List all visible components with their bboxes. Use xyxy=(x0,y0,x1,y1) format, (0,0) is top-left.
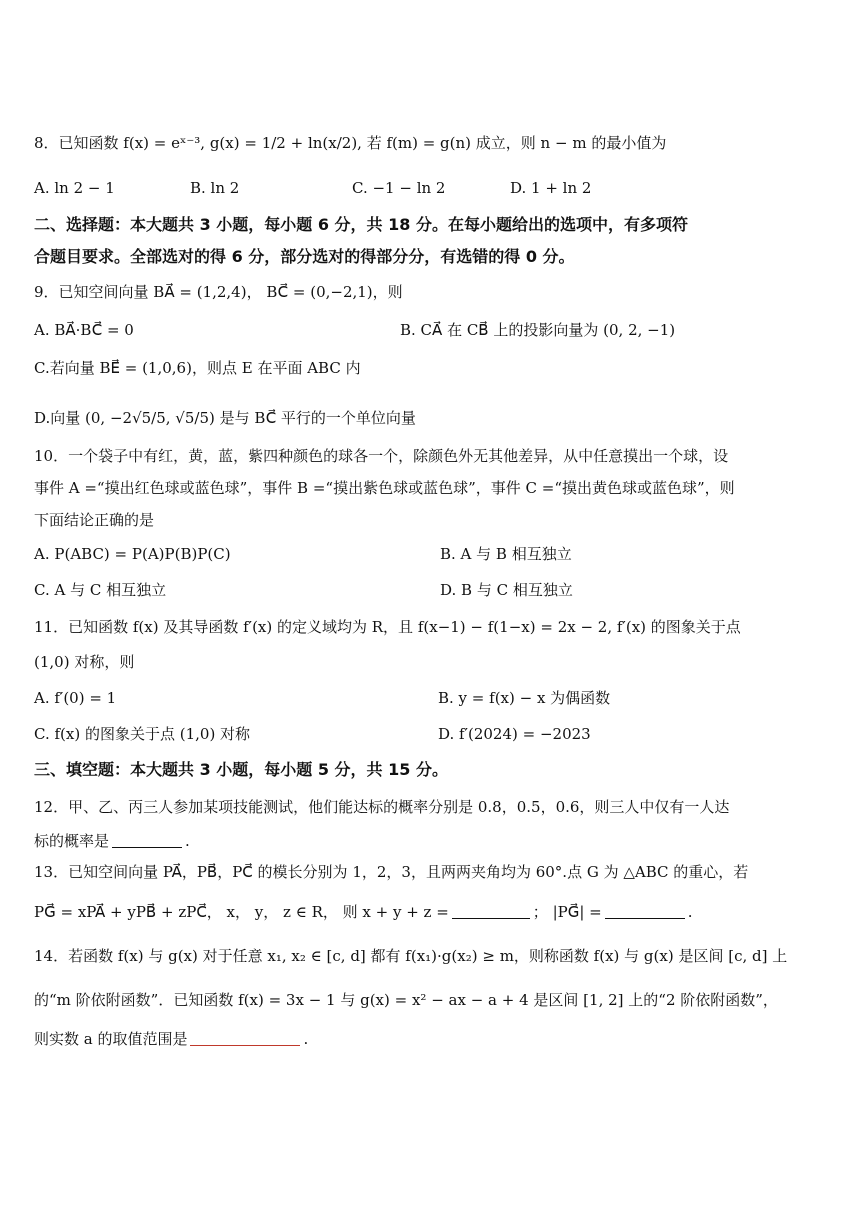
q13-line1: 13．已知空间向量 PA⃗，PB⃗，PC⃗ 的模长分别为 1，2，3，且两两夹角均为 60°.点 G 为 △ABC 的重心，若 xyxy=(34,863,749,881)
q10-line1: 10．一个袋子中有红，黄，蓝，紫四种颜色的球各一个，除颜色外无其他差异，从中任意摸出一个球，设 xyxy=(34,447,729,465)
q10-line2: 事件 A =“摸出红色球或蓝色球”，事件 B =“摸出紫色球或蓝色球”，事件 C =“摸出黄色球或蓝色球”，则 xyxy=(34,479,735,497)
q10-option-c: C. A 与 C 相互独立 xyxy=(34,581,167,599)
q12-line2-text: 标的概率是 xyxy=(34,832,110,850)
q8-option-b: B. ln 2 xyxy=(190,179,240,197)
q11-line2: (1,0) 对称，则 xyxy=(34,653,135,671)
q14-line3-end: . xyxy=(303,1030,309,1048)
section3-heading: 三、填空题：本大题共 3 小题，每小题 5 分，共 15 分。 xyxy=(34,760,448,779)
q8-option-a: A. ln 2 − 1 xyxy=(34,179,115,197)
q11-line1: 11．已知函数 f(x) 及其导函数 f′(x) 的定义域均为 R，且 f(x−1) − f(1−x) = 2x − 2, f′(x) 的图象关于点 xyxy=(34,618,741,636)
q11-option-a: A. f′(0) = 1 xyxy=(34,689,117,707)
q13-line2-end: . xyxy=(687,903,693,921)
q13-answer-blank-1[interactable] xyxy=(452,904,530,919)
q14-line3-text: 则实数 a 的取值范围是 xyxy=(34,1030,188,1048)
q10-option-a: A. P(ABC) = P(A)P(B)P(C) xyxy=(34,545,231,563)
q13-line2-text: PG⃗ = xPA⃗ + yPB⃗ + zPC⃗， x， y， z ∈ R， 则 x + y + z = xyxy=(34,903,449,921)
section2-heading-line2: 合题目要求。全部选对的得 6 分，部分选对的得部分分，有选错的得 0 分。 xyxy=(34,247,575,266)
q12-line2 xyxy=(34,831,190,851)
q10-line3: 下面结论正确的是 xyxy=(34,511,155,529)
q9-stem: 9．已知空间向量 BA⃗ = (1,2,4)， BC⃗ = (0,−2,1)，则 xyxy=(34,283,403,301)
q13-line2 xyxy=(34,902,693,922)
q9-option-b: B. CA⃗ 在 CB⃗ 上的投影向量为 (0, 2, −1) xyxy=(400,321,676,339)
q8-option-d: D. 1 + ln 2 xyxy=(510,179,592,197)
q10-option-d: D. B 与 C 相互独立 xyxy=(440,581,573,599)
section2-heading-line1: 二、选择题：本大题共 3 小题，每小题 6 分，共 18 分。在每小题给出的选项中，有多项符 xyxy=(34,215,688,234)
q8-stem: 8．已知函数 f(x) = eˣ⁻³, g(x) = 1/2 + ln(x/2), 若 f(m) = g(n) 成立，则 n − m 的最小值为 xyxy=(34,134,667,152)
q9-option-d: D.向量 (0, −2√5/5, √5/5) 是与 BC⃗ 平行的一个单位向量 xyxy=(34,409,416,427)
q14-line1: 14．若函数 f(x) 与 g(x) 对于任意 x₁, x₂ ∈ [c, d] 都有 f(x₁)·g(x₂) ≥ m，则称函数 f(x) 与 g(x) 是区间 [c, d] 上 xyxy=(34,947,788,965)
q10-option-b: B. A 与 B 相互独立 xyxy=(440,545,572,563)
q12-line2-end: . xyxy=(185,832,190,850)
q9-option-a: A. BA⃗·BC⃗ = 0 xyxy=(34,321,134,339)
q13-answer-blank-2[interactable] xyxy=(605,904,685,919)
q13-line2-mid: ； |PG⃗| = xyxy=(532,903,602,921)
q14-line2: 的“m 阶依附函数”．已知函数 f(x) = 3x − 1 与 g(x) = x² − ax − a + 4 是区间 [1, 2] 上的“2 阶依附函数”， xyxy=(34,991,778,1009)
q9-option-c: C.若向量 BE⃗ = (1,0,6)，则点 E 在平面 ABC 内 xyxy=(34,359,361,377)
q11-option-c: C. f(x) 的图象关于点 (1,0) 对称 xyxy=(34,725,251,743)
q12-line1: 12．甲、乙、丙三人参加某项技能测试，他们能达标的概率分别是 0.8，0.5，0.6，则三人中仅有一人达 xyxy=(34,798,730,816)
q11-option-b: B. y = f(x) − x 为偶函数 xyxy=(438,689,611,707)
q14-answer-blank[interactable] xyxy=(190,1031,300,1046)
q14-line3 xyxy=(34,1029,308,1049)
q11-option-d: D. f′(2024) = −2023 xyxy=(438,725,591,743)
q12-answer-blank[interactable] xyxy=(112,833,182,848)
q8-option-c: C. −1 − ln 2 xyxy=(352,179,446,197)
